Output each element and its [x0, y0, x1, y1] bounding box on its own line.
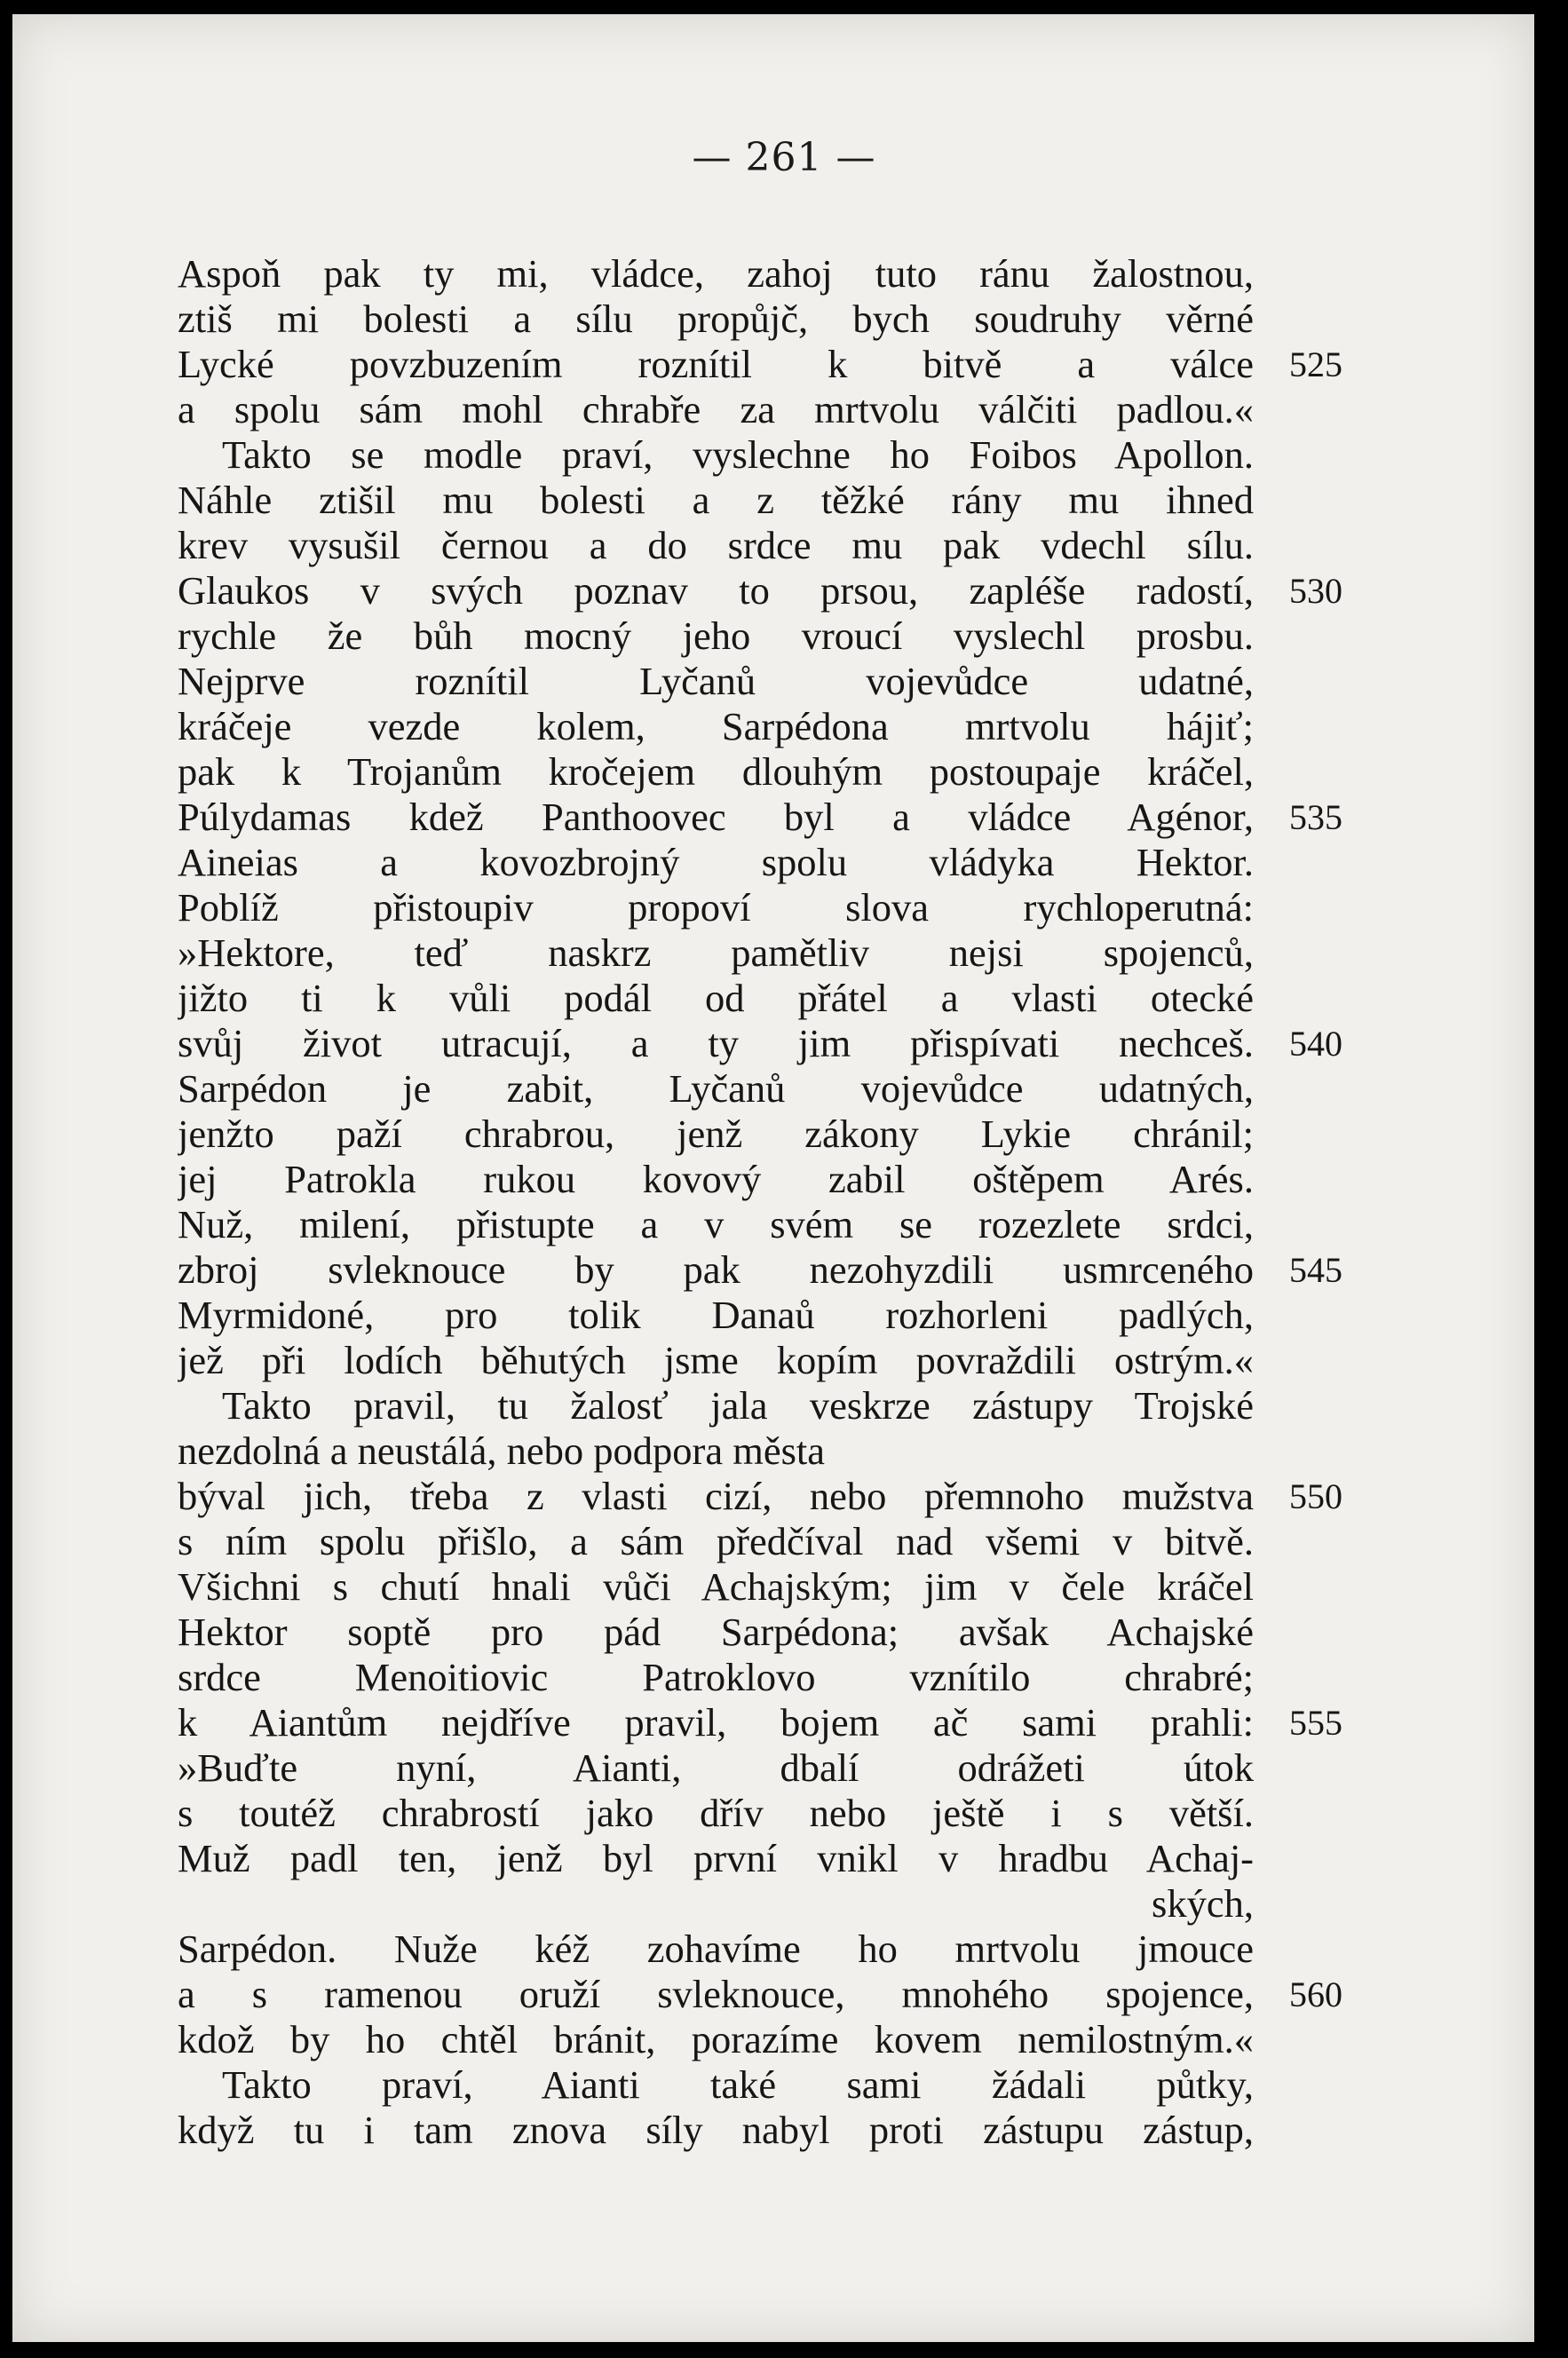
verse-text: Nuž, milení, přistupte a v svém se rozezlete srdci, [178, 1202, 1254, 1246]
verse-line [0, 342, 1568, 387]
verse-text: Poblíž přistoupiv propoví slova rychloperutná: [178, 885, 1254, 930]
verse-line [0, 1202, 1568, 1247]
verse-text: Muž padl ten, jenž byl první vnikl v hradbu Achaj- [178, 1836, 1254, 1880]
verse-text: Takto pravil, tu žalosť jala veskrze zástupy Trojské [222, 1383, 1254, 1428]
verse-text: Sarpédon. Nuže kéž zohavíme ho mrtvolu jmouce [178, 1927, 1254, 1971]
verse-text: jej Patrokla rukou kovový zabil oštěpem Arés. [178, 1157, 1254, 1201]
verse-text: svůj život utracují, a ty jim přispívati nechceš. [178, 1021, 1254, 1065]
verse-line [0, 1066, 1568, 1112]
verse-line [0, 1610, 1568, 1655]
line-number: 540 [1289, 1024, 1342, 1064]
verse-line [0, 1655, 1568, 1700]
verse-text: nezdolná a neustálá, nebo podpora města [178, 1428, 826, 1473]
verse-line [0, 1247, 1568, 1293]
verse-line [0, 568, 1568, 613]
verse-line [0, 1428, 1568, 1474]
verse-text: Takto se modle praví, vyslechne ho Foibos Apollon. [222, 432, 1254, 477]
verse-text: Myrmidoné, pro tolik Danaů rozhorleni padlých, [178, 1293, 1254, 1337]
verse-line [0, 523, 1568, 568]
verse-text: Náhle ztišil mu bolesti a z těžké rány mu ihned [178, 478, 1254, 522]
verse-line [0, 613, 1568, 659]
verse-text: když tu i tam znova síly nabyl proti zástupu zástup, [178, 2108, 1254, 2152]
verse-line [0, 387, 1568, 432]
verse-line [0, 885, 1568, 930]
verse-line [0, 297, 1568, 342]
verse-text: býval jich, třeba z vlasti cizí, nebo přemnoho mužstva [178, 1474, 1254, 1518]
line-number: 535 [1289, 797, 1342, 837]
line-number: 530 [1289, 571, 1342, 611]
verse-line [0, 704, 1568, 749]
verse-text: Lycké povzbuzením roznítil k bitvě a válce [178, 342, 1254, 386]
verse-line [0, 1474, 1568, 1519]
verse-text: kdož by ho chtěl bránit, porazíme kovem nemilostným.« [178, 2017, 1254, 2061]
verse-line [0, 251, 1568, 297]
verse-line [0, 478, 1568, 523]
verse-text: Takto praví, Aianti také sami žádali půtky, [222, 2062, 1254, 2107]
verse-text: jižto ti k vůli podál od přátel a vlasti otecké [178, 976, 1254, 1020]
verse-text: »Hektore, teď naskrz pamětliv nejsi spojenců, [178, 930, 1254, 975]
verse-text: Aspoň pak ty mi, vládce, zahoj tuto ránu žalostnou, [178, 251, 1254, 296]
verse-text: s ním spolu přišlo, a sám předčíval nad všemi v bitvě. [178, 1519, 1254, 1563]
verse-text: rychle že bůh mocný jeho vroucí vyslechl prosbu. [178, 613, 1254, 658]
verse-line [0, 432, 1568, 478]
line-number: 550 [1289, 1476, 1342, 1516]
verse-line [0, 659, 1568, 704]
verse-line [0, 2062, 1568, 2108]
verse-text: Hektor soptě pro pád Sarpédona; avšak Achajské [178, 1610, 1254, 1654]
page-number: — 261 — [692, 135, 876, 180]
verse-line [0, 1836, 1568, 1881]
verse-text: Púlydamas kdež Panthoovec byl a vládce Agénor, [178, 795, 1254, 839]
verse-line [0, 1157, 1568, 1202]
verse-text: ských, [1152, 1881, 1254, 1926]
verse-text: Glaukos v svých poznav to prsou, zapléše radostí, [178, 568, 1254, 613]
verse-line [0, 840, 1568, 885]
verse-line [0, 1383, 1568, 1428]
verse-line [0, 1338, 1568, 1383]
verse-line [0, 1564, 1568, 1610]
verse-line [0, 1972, 1568, 2017]
verse-line [0, 930, 1568, 976]
verse-text: Sarpédon je zabit, Lyčanů vojevůdce udatných, [178, 1066, 1254, 1111]
line-number: 525 [1289, 344, 1342, 384]
verse-text: kráčeje vezde kolem, Sarpédona mrtvolu hájiť; [178, 704, 1254, 748]
verse-text: pak k Trojanům kročejem dlouhým postoupaje kráčel, [178, 749, 1254, 794]
verse-text: a spolu sám mohl chrabře za mrtvolu válčiti padlou.« [178, 387, 1254, 431]
verse-text: krev vysušil černou a do srdce mu pak vdechl sílu. [178, 523, 1254, 567]
verse-line [0, 1519, 1568, 1564]
verse-text: Všichni s chutí hnali vůči Achajským; jim v čele kráčel [178, 1564, 1254, 1609]
verse-line [0, 2108, 1568, 2153]
verse-line [0, 1791, 1568, 1836]
line-number: 545 [1289, 1250, 1342, 1290]
verse-line-continuation [0, 1881, 1568, 1927]
verse-text: »Buďte nyní, Aianti, dbalí odrážeti útok [178, 1745, 1254, 1790]
verse-text: Aineias a kovozbrojný spolu vládyka Hektor. [178, 840, 1254, 884]
verse-text: srdce Menoitiovic Patroklovo vznítilo chrabré; [178, 1655, 1254, 1699]
verse-line [0, 976, 1568, 1021]
verse-line [0, 1021, 1568, 1066]
verse-text: jež při lodích běhutých jsme kopím povraždili ostrým.« [178, 1338, 1254, 1382]
line-number: 560 [1289, 1974, 1342, 2014]
verse-line [0, 749, 1568, 795]
verse-line [0, 1112, 1568, 1157]
line-number: 555 [1289, 1703, 1342, 1743]
verse-text: jenžto paží chrabrou, jenž zákony Lykie chránil; [178, 1112, 1254, 1156]
verse-text: s toutéž chrabrostí jako dřív nebo ještě i s větší. [178, 1791, 1254, 1835]
verse-text: ztiš mi bolesti a sílu propůjč, bych soudruhy věrné [178, 297, 1254, 341]
verse-line [0, 1293, 1568, 1338]
verse-text: Nejprve roznítil Lyčanů vojevůdce udatné, [178, 659, 1254, 703]
verse-line [0, 2017, 1568, 2062]
verse-line [0, 795, 1568, 840]
verse-line [0, 1700, 1568, 1745]
verse-line [0, 1745, 1568, 1791]
verse-text: k Aiantům nejdříve pravil, bojem ač sami prahli: [178, 1700, 1254, 1745]
verse-text: a s ramenou oruží svleknouce, mnohého spojence, [178, 1972, 1254, 2016]
verse-line [0, 1927, 1568, 1972]
verse-text: zbroj svleknouce by pak nezohyzdili usmrceného [178, 1247, 1254, 1292]
